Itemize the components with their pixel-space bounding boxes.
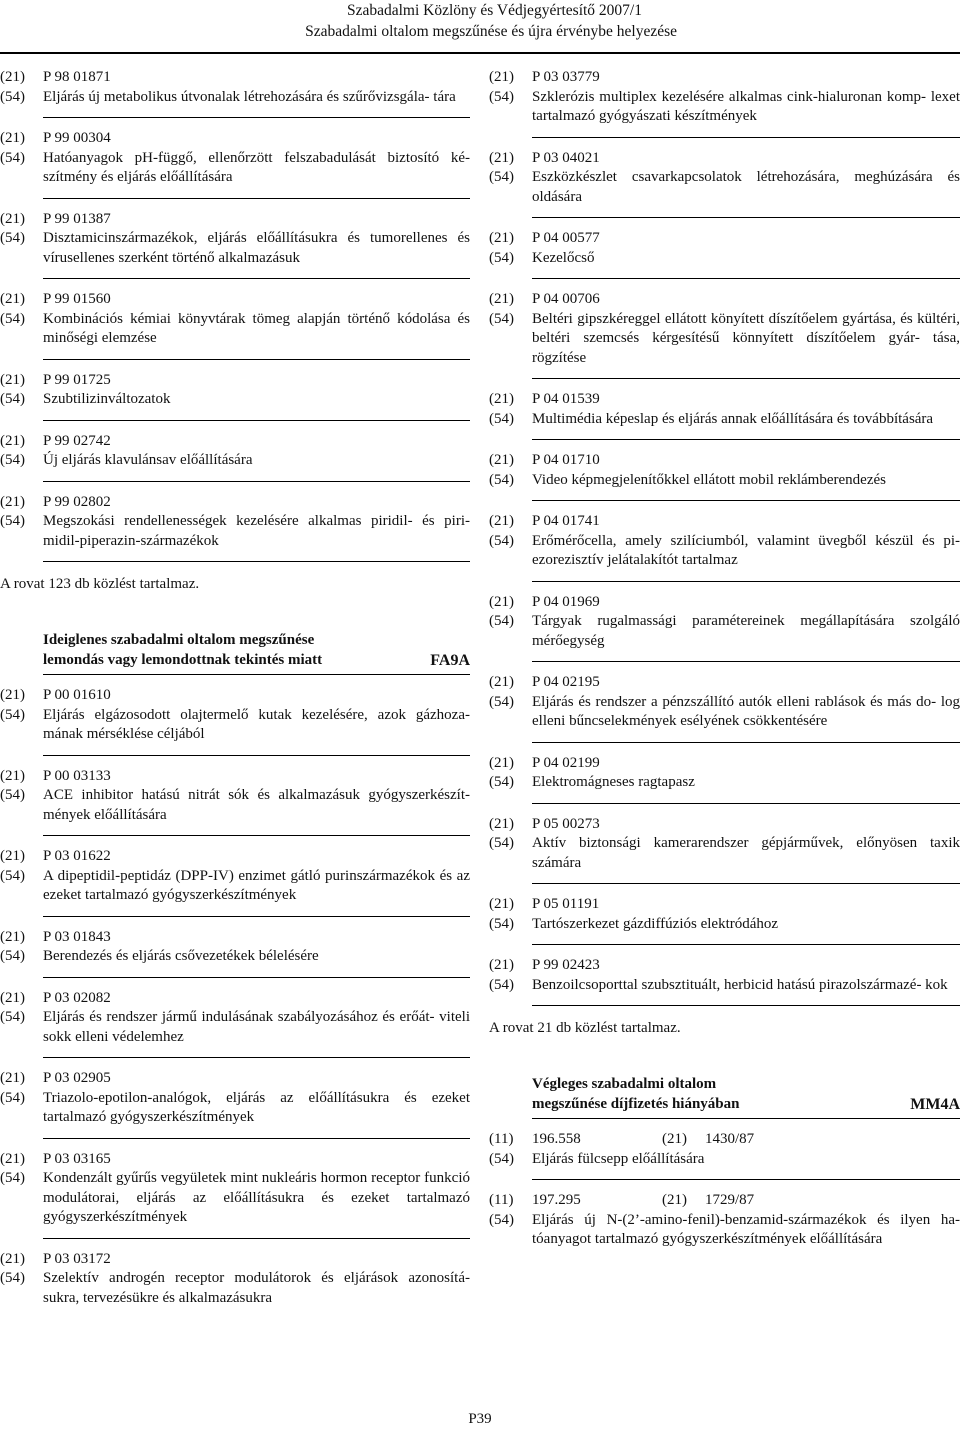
entry-divider — [532, 1005, 960, 1006]
section-divider — [532, 1118, 960, 1119]
application-number: P 99 01387 — [43, 210, 111, 227]
entry-title-row — [489, 693, 960, 732]
field-code: (54) — [489, 88, 514, 105]
entry-title-row — [0, 867, 470, 906]
entry-number-row — [0, 210, 470, 230]
field-code: (21) — [489, 230, 514, 246]
field-code: (21) — [489, 754, 514, 771]
patent-title: Benzoilcsoporttal szubsztituált, herbicid hatású pirazolszármazé- kok — [532, 976, 948, 993]
field-code: (54) — [489, 693, 514, 710]
application-number: P 98 01871 — [43, 69, 111, 85]
application-number: P 99 02802 — [43, 493, 111, 510]
patent-title: Eljárás és rendszer a pénzszállító autók elleni rablások és más do- log elleni bűncselekmények esélyének csökkentésére — [532, 693, 960, 729]
entry-divider — [532, 661, 960, 662]
field-code: (54) — [489, 1211, 514, 1228]
entry-number-row — [0, 989, 470, 1009]
patent-entry — [0, 371, 470, 421]
patent-title: Szklerózis multiplex kezelésére alkalmas cink-hialuronan komp- lexet tartalmazó gyógyászati készítmények — [532, 88, 960, 124]
field-code: (21) — [0, 432, 25, 449]
entry-number-row — [489, 68, 960, 88]
entry-number-row — [489, 1130, 960, 1150]
section-block — [0, 631, 470, 1308]
entry-title-row — [489, 310, 960, 369]
entry-divider — [43, 1238, 470, 1239]
field-code: (54) — [489, 471, 514, 488]
entry-divider — [43, 359, 470, 360]
patent-title: A dipeptidil-peptidáz (DPP-IV) enzimet gátló purinszármazékok és az ezeket tartalmazó gyógyszerkészítmények — [43, 867, 470, 903]
patent-title: Eljárás és rendszer jármű indulásának szabályozásához és erőát- viteli sokk elleni védelemhez — [43, 1009, 470, 1045]
entry-divider — [43, 835, 470, 836]
entry-number-row — [489, 593, 960, 613]
field-code: (54) — [0, 1089, 25, 1106]
patent-title: Aktív biztonsági kamerarendszer gépjárművek, előnyösen taxik számára — [532, 835, 960, 871]
field-code: (21) — [0, 1250, 25, 1267]
entry-title-row — [489, 773, 960, 793]
field-code: (54) — [0, 88, 25, 105]
field-code: (21) — [489, 69, 514, 85]
patent-entry — [489, 1191, 960, 1250]
entry-divider — [43, 1057, 470, 1058]
field-code: (54) — [489, 915, 514, 932]
entry-divider — [532, 581, 960, 582]
entry-number-row — [489, 956, 960, 976]
field-code: (21) — [662, 1192, 687, 1208]
patent-title: Elektromágneses ragtapasz — [532, 774, 695, 790]
entry-number-row — [0, 68, 470, 88]
patent-title: Hatóanyagok pH-függő, ellenőrzött felszabadulását biztosító ké- szítmény és eljárás előállítására — [43, 149, 470, 185]
application-number: P 03 02082 — [43, 989, 111, 1006]
field-code: (54) — [0, 1009, 25, 1025]
entry-divider — [532, 944, 960, 945]
entry-title-row — [0, 706, 470, 745]
field-code: (21) — [0, 767, 25, 784]
section-code: MM4A — [910, 1095, 960, 1113]
application-number: P 03 04021 — [532, 149, 600, 166]
field-code: (21) — [489, 391, 514, 407]
patent-entry — [489, 149, 960, 219]
patent-entry — [0, 989, 470, 1059]
entry-divider — [532, 278, 960, 279]
patent-title: Tárgyak rugalmassági paramétereinek megállapítására szolgáló mérőegység — [532, 613, 960, 649]
entry-number-row — [489, 895, 960, 915]
application-number: P 00 01610 — [43, 687, 111, 703]
application-number: P 04 01741 — [532, 513, 600, 529]
patent-title: Eljárás új metabolikus útvonalak létrehozására és szűrővizsgála- tára — [43, 88, 456, 105]
section-title-text — [43, 631, 322, 670]
field-code: (54) — [489, 835, 514, 851]
section-divider — [43, 674, 470, 675]
patent-title: Eszközkészlet csavarkapcsolatok létrehozására, meghúzására és oldására — [532, 169, 960, 205]
entry-divider — [43, 481, 470, 482]
field-code: (21) — [0, 989, 25, 1006]
application-number: P 03 03779 — [532, 69, 600, 85]
field-code: (54) — [0, 706, 25, 723]
right-column — [489, 68, 960, 1250]
application-number: P 04 01710 — [532, 452, 600, 468]
field-code: (21) — [0, 130, 25, 146]
entry-title-row — [0, 88, 470, 108]
entry-title-row — [489, 532, 960, 571]
patent-entry — [0, 493, 470, 563]
patent-title: Tartószerkezet gázdiffúziós elektródához — [532, 915, 779, 932]
field-code: (54) — [0, 1170, 25, 1186]
field-code: (54) — [0, 787, 25, 803]
field-code: (21) — [0, 210, 25, 227]
section-title-line: Végleges szabadalmi oltalom — [532, 1076, 717, 1092]
entry-divider — [532, 217, 960, 218]
entry-title-row — [489, 915, 960, 935]
application-number: P 04 00577 — [532, 230, 600, 246]
application-number: P 04 01969 — [532, 593, 600, 610]
field-code: (21) — [489, 896, 514, 912]
patent-title: Erőmérőcella, amely szilíciumból, valamint üvegből készül és pi- ezorezisztív jelátalakítót tartalmaz — [532, 532, 960, 568]
entry-title-row — [489, 1150, 960, 1170]
field-code: (54) — [0, 452, 25, 468]
entry-divider — [43, 198, 470, 199]
patent-entry — [0, 1069, 470, 1139]
patent-title: ACE inhibitor hatású nitrát sók és alkalmazásuk gyógyszerkészít- mények előállítására — [43, 787, 470, 823]
application-number: P 04 02199 — [532, 754, 600, 771]
application-number: P 99 02742 — [43, 432, 111, 449]
section-block — [489, 1075, 960, 1250]
patent-entry — [0, 1250, 470, 1309]
entry-number-row — [0, 1069, 470, 1089]
patent-entry — [489, 815, 960, 885]
entry-divider — [532, 1179, 960, 1180]
entry-title-row — [489, 834, 960, 873]
field-code: (54) — [0, 391, 25, 407]
field-code: (54) — [0, 310, 25, 327]
entry-number-row — [489, 673, 960, 693]
entry-title-row — [0, 149, 470, 188]
application-number: P 03 01843 — [43, 928, 111, 945]
page-number: P39 — [468, 1411, 492, 1427]
field-code: (54) — [0, 1270, 25, 1286]
entry-title-row — [489, 612, 960, 651]
patent-title: Eljárás fülcsepp előállítására — [532, 1150, 705, 1167]
entry-numbers — [532, 1191, 960, 1211]
entry-divider — [43, 977, 470, 978]
entry-number-row — [0, 767, 470, 787]
entry-number-row — [0, 847, 470, 867]
application-number: P 99 01560 — [43, 291, 111, 307]
patent-entry — [489, 512, 960, 582]
entry-number-row — [489, 149, 960, 169]
section-heading: Szabadalmi oltalom megszűnése és újra érvénybe helyezése — [305, 23, 677, 40]
field-code: (54) — [0, 513, 25, 529]
entry-title-row — [0, 229, 470, 268]
patent-title: Triazolo-epotilon-analógok, eljárás az előállításukra és ezeket tartalmazó gyógyszerkészítmények — [43, 1089, 470, 1125]
field-code: (21) — [489, 815, 514, 832]
patent-number: 196.558 — [532, 1131, 581, 1147]
patent-title: Kombinációs kémiai könyvtárak tömeg alapján történő kódolása és minőségi elemzése — [43, 310, 470, 346]
field-code: (21) — [0, 928, 25, 945]
entry-number-row — [0, 928, 470, 948]
patent-entry — [489, 390, 960, 440]
entry-title-row — [489, 88, 960, 127]
entry-divider — [43, 755, 470, 756]
patent-entry — [0, 1150, 470, 1239]
application-number: P 03 03165 — [43, 1150, 111, 1167]
patent-entry — [0, 210, 470, 280]
field-code: (54) — [489, 1150, 514, 1167]
header-divider — [0, 52, 960, 54]
application-number: P 05 00273 — [532, 815, 600, 832]
entry-number-row — [0, 686, 470, 706]
patent-title: Video képmegjelenítőkkel ellátott mobil reklámberendezés — [532, 471, 886, 488]
application-number: P 04 01539 — [532, 391, 600, 407]
entry-number-row — [0, 371, 470, 391]
entry-title-row — [0, 786, 470, 825]
application-number: P 03 02905 — [43, 1070, 111, 1086]
field-code: (21) — [0, 371, 25, 388]
entry-number-row — [0, 493, 470, 513]
entry-number-row — [0, 1250, 470, 1270]
patent-entry — [489, 754, 960, 804]
field-code: (11) — [489, 1192, 514, 1208]
page-header — [0, 0, 960, 42]
entry-divider — [532, 439, 960, 440]
entry-title-row — [0, 512, 470, 551]
field-code: (21) — [662, 1131, 687, 1147]
patent-entry — [0, 290, 470, 360]
entry-title-row — [0, 1269, 470, 1308]
patent-entry — [0, 928, 470, 978]
application-number: 1430/87 — [705, 1131, 755, 1147]
patent-title: Szubtilizinváltozatok — [43, 391, 171, 407]
patent-title: Kezelőcső — [532, 249, 595, 266]
patent-entry — [0, 68, 470, 118]
field-code: (21) — [0, 687, 25, 703]
entry-divider — [43, 1138, 470, 1139]
entry-number-row — [489, 229, 960, 249]
field-code: (54) — [0, 867, 25, 884]
entry-number-row — [489, 290, 960, 310]
patent-title: Berendezés és eljárás csővezetékek bélelésére — [43, 948, 319, 964]
patent-title: Multimédia képeslap és eljárás annak előállítására és továbbítására — [532, 410, 934, 427]
entry-title-row — [489, 1211, 960, 1250]
field-code: (21) — [0, 1070, 25, 1086]
section-summary: A rovat 21 db közlést tartalmaz. — [489, 1020, 681, 1036]
field-code: (54) — [489, 310, 514, 327]
entry-divider — [532, 378, 960, 379]
entry-number-row — [489, 1191, 960, 1211]
patent-entry — [0, 686, 470, 756]
field-code: (21) — [0, 291, 25, 307]
field-code: (54) — [489, 774, 514, 790]
patent-title: Kondenzált gyűrűs vegyületek mint nukleáris hormon receptor funkció modulátorai, eljárás az előállításukra és ezeket tartalmazó gyógyszerkészítmények — [43, 1170, 470, 1225]
section-summary: A rovat 123 db közlést tartalmaz. — [0, 576, 200, 592]
section-title — [489, 1075, 960, 1114]
entry-number-row — [489, 390, 960, 410]
entry-title-row — [489, 410, 960, 430]
entry-divider — [532, 803, 960, 804]
patent-entry — [0, 129, 470, 199]
entry-title-row — [0, 310, 470, 349]
field-code: (54) — [489, 249, 514, 266]
entry-numbers — [532, 1130, 960, 1150]
entry-title-row — [0, 1008, 470, 1047]
patent-title: Szelektív androgén receptor modulátorok és eljárások azonosítá- sukra, tervezésükre és alkalmazásukra — [43, 1270, 470, 1306]
entry-divider — [532, 137, 960, 138]
entry-divider — [43, 278, 470, 279]
field-code: (21) — [489, 452, 514, 468]
patent-entry — [489, 895, 960, 945]
entry-title-row — [489, 471, 960, 491]
patent-entry — [489, 451, 960, 501]
entry-title-row — [0, 947, 470, 967]
field-code: (21) — [489, 149, 514, 166]
field-code: (21) — [0, 69, 25, 85]
application-number: P 03 03172 — [43, 1250, 111, 1267]
application-number: 1729/87 — [705, 1192, 755, 1208]
field-code: (54) — [489, 976, 514, 993]
application-number: P 99 00304 — [43, 130, 111, 146]
patent-entry — [0, 767, 470, 837]
entry-title-row — [489, 976, 960, 996]
patent-entry — [489, 673, 960, 743]
application-number: P 00 03133 — [43, 767, 111, 784]
section-title-line: lemondás vagy lemondottnak tekintés miatt — [43, 651, 323, 668]
patent-entry — [0, 847, 470, 917]
application-number: P 03 01622 — [43, 848, 111, 864]
field-code: (21) — [489, 674, 514, 690]
entry-number-row — [489, 754, 960, 774]
application-number: P 99 01725 — [43, 371, 111, 388]
patent-title: Eljárás új N-(2’-amino-fenil)-benzamid-származékok és ilyen ha- tóanyagot tartalmazó gyógyszerkészítmények előállítására — [532, 1211, 960, 1247]
patent-entry — [489, 593, 960, 663]
application-number: P 04 00706 — [532, 291, 600, 307]
entry-title-row — [489, 168, 960, 207]
section-code: FA9A — [430, 651, 470, 669]
field-code: (54) — [489, 410, 514, 427]
patent-entry — [0, 432, 470, 482]
entry-divider — [43, 561, 470, 562]
entry-number-row — [489, 512, 960, 532]
field-code: (21) — [489, 957, 514, 973]
entry-divider — [43, 420, 470, 421]
section-title-line: Ideiglenes szabadalmi oltalom megszűnése — [43, 632, 315, 648]
field-code: (21) — [489, 513, 514, 529]
patent-title: Disztamicinszármazékok, eljárás előállításukra és tumorellenes és vírusellenes szerként történő alkalmazásuk — [43, 230, 470, 266]
entry-divider — [532, 883, 960, 884]
field-code: (54) — [489, 613, 514, 629]
entry-divider — [43, 117, 470, 118]
patent-title: Megszokási rendellenességek kezelésére alkalmas piridil- és piri- midil-piperazin-származékok — [43, 513, 470, 549]
patent-title: Új eljárás klavulánsav előállítására — [43, 452, 253, 468]
entry-title-row — [489, 249, 960, 269]
field-code: (54) — [489, 532, 514, 549]
entry-number-row — [0, 129, 470, 149]
field-code: (54) — [489, 169, 514, 185]
entry-title-row — [0, 390, 470, 410]
patent-entry — [489, 290, 960, 379]
section-title — [0, 631, 470, 670]
field-code: (21) — [0, 493, 25, 510]
field-code: (21) — [489, 291, 514, 307]
entry-title-row — [0, 451, 470, 471]
section-title-text — [532, 1075, 740, 1114]
patent-entry — [489, 68, 960, 138]
patent-entry — [489, 1130, 960, 1180]
patent-entry — [489, 956, 960, 1006]
patent-entry — [489, 229, 960, 279]
application-number: P 05 01191 — [532, 896, 600, 912]
left-column — [0, 68, 470, 1308]
entry-divider — [532, 742, 960, 743]
field-code: (11) — [489, 1131, 514, 1147]
journal-title: Szabadalmi Közlöny és Védjegyértesítő 2007/1 — [346, 2, 642, 19]
field-code: (54) — [0, 948, 25, 964]
entry-number-row — [0, 432, 470, 452]
entry-title-row — [0, 1169, 470, 1228]
patent-title: Beltéri gipszkéreggel ellátott könyített díszítőelem gyártása, és kültéri, beltéri szemcsés kérgesítésű könnyített díszítőelem gyár- tása, rögzítése — [532, 310, 960, 366]
entry-number-row — [489, 451, 960, 471]
entry-divider — [43, 916, 470, 917]
entry-divider — [532, 500, 960, 501]
application-number: P 99 02423 — [532, 957, 600, 973]
entry-number-row — [0, 1150, 470, 1170]
entry-number-row — [0, 290, 470, 310]
field-code: (54) — [0, 230, 25, 246]
entry-number-row — [489, 815, 960, 835]
patent-number: 197.295 — [532, 1192, 581, 1208]
patent-title: Eljárás elgázosodott olajtermelő kutak kezelésére, azok gázhoza- mának mérséklése céljából — [43, 706, 470, 742]
application-number: P 04 02195 — [532, 674, 600, 690]
entry-title-row — [0, 1089, 470, 1128]
field-code: (21) — [0, 1150, 25, 1167]
field-code: (21) — [0, 848, 25, 864]
field-code: (21) — [489, 593, 514, 610]
field-code: (54) — [0, 149, 25, 166]
section-title-line: megszűnése díjfizetés hiányában — [532, 1095, 740, 1112]
